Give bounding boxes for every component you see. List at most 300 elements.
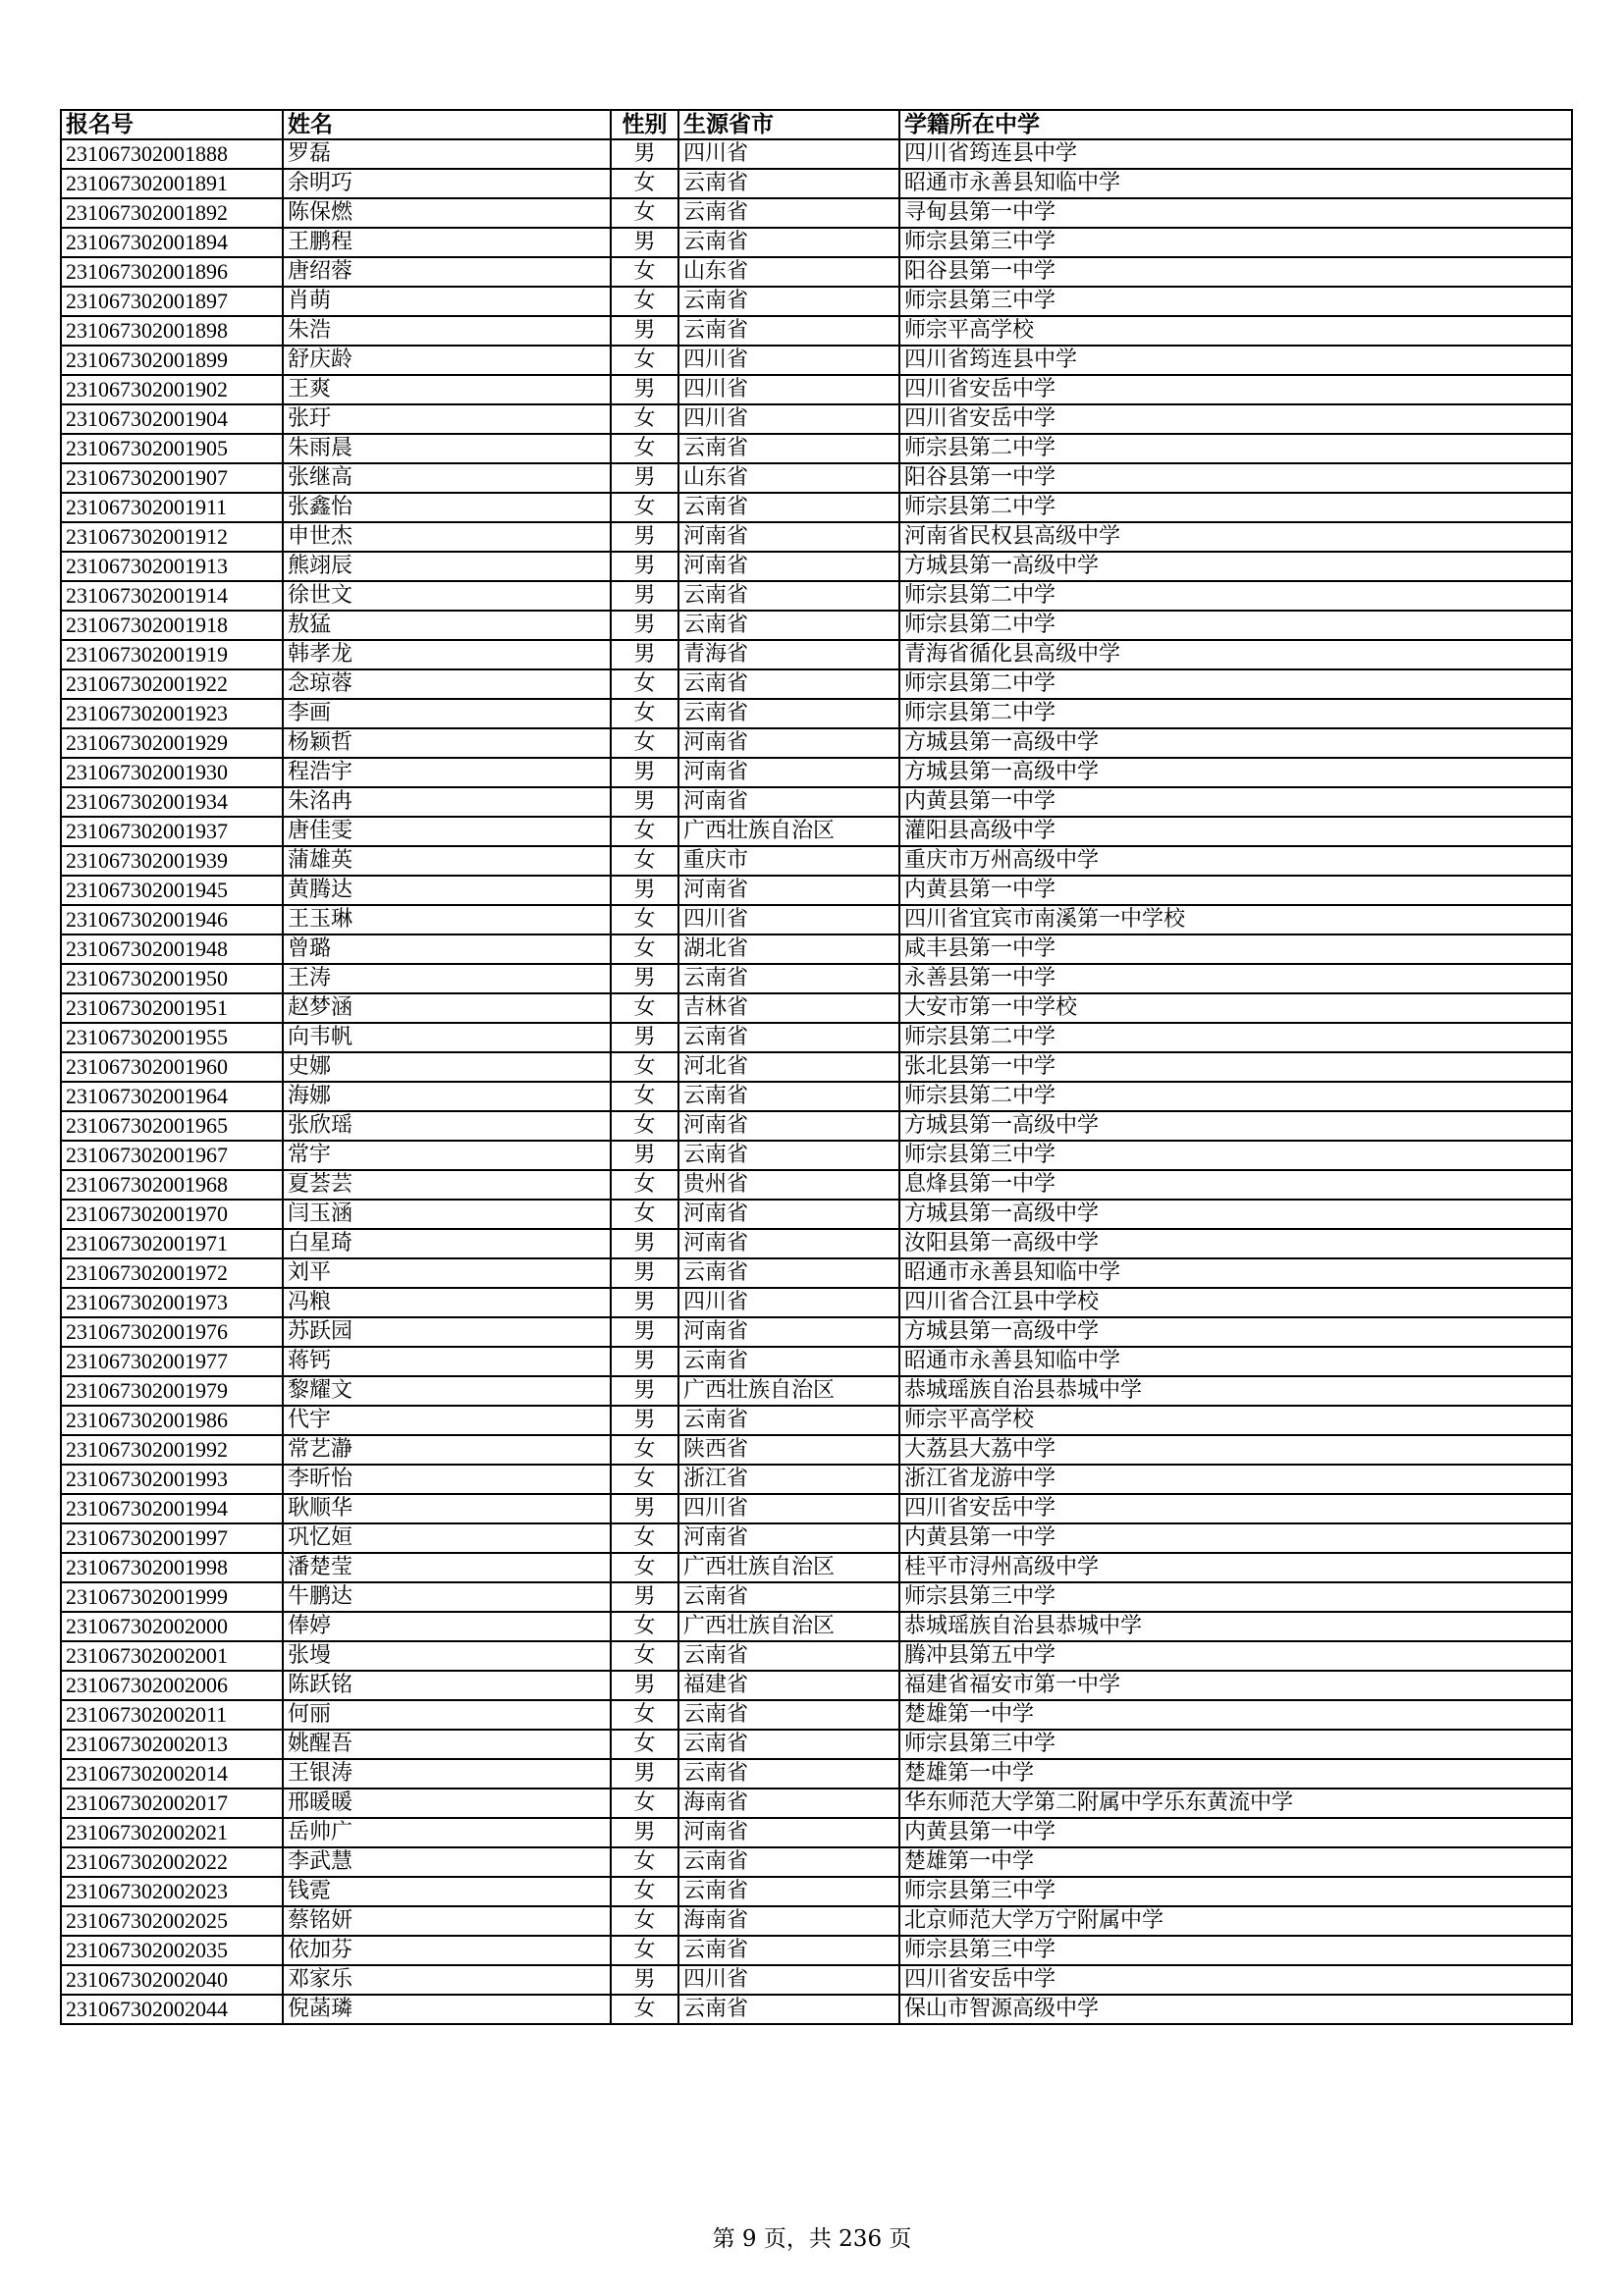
- table-row: [61, 1965, 1572, 1995]
- registration-number-cell: 231067302001918: [61, 611, 283, 640]
- table-row: [61, 728, 1572, 758]
- school-cell: 师宗县第二中学: [899, 581, 1572, 611]
- name-cell: 徐世文: [283, 581, 611, 611]
- name-cell: 王爽: [283, 375, 611, 404]
- registration-number-cell: 231067302002017: [61, 1789, 283, 1818]
- table-row: [61, 463, 1572, 493]
- gender-cell: 男: [611, 139, 678, 169]
- school-cell: 师宗县第三中学: [899, 287, 1572, 316]
- gender-cell: 男: [611, 1376, 678, 1406]
- gender-cell: 女: [611, 257, 678, 287]
- school-cell: 福建省福安市第一中学: [899, 1671, 1572, 1700]
- school-cell: 息烽县第一中学: [899, 1170, 1572, 1200]
- province-cell: 云南省: [678, 434, 899, 463]
- table-row: [61, 287, 1572, 316]
- school-cell: 师宗平高学校: [899, 316, 1572, 346]
- table-row: [61, 1406, 1572, 1435]
- registration-number-cell: 231067302001898: [61, 316, 283, 346]
- table-row: [61, 1111, 1572, 1141]
- registration-number-cell: 231067302001930: [61, 758, 283, 787]
- name-cell: 张欣瑶: [283, 1111, 611, 1141]
- name-cell: 姚醒吾: [283, 1730, 611, 1759]
- province-cell: 云南省: [678, 1347, 899, 1376]
- registration-number-cell: 231067302001945: [61, 876, 283, 905]
- table-row: [61, 1847, 1572, 1877]
- province-cell: 河南省: [678, 1818, 899, 1847]
- registration-number-cell: 231067302001892: [61, 198, 283, 228]
- gender-cell: 男: [611, 228, 678, 257]
- gender-cell: 女: [611, 1553, 678, 1582]
- school-cell: 四川省合江县中学校: [899, 1288, 1572, 1317]
- table-row: [61, 1671, 1572, 1700]
- province-cell: 广西壮族自治区: [678, 817, 899, 846]
- page-footer: 第 9 页，共 236 页: [712, 2226, 912, 2252]
- gender-cell: 女: [611, 669, 678, 699]
- gender-cell: 女: [611, 728, 678, 758]
- gender-cell: 男: [611, 640, 678, 669]
- school-cell: 大安市第一中学校: [899, 993, 1572, 1023]
- province-cell: 青海省: [678, 640, 899, 669]
- gender-cell: 女: [611, 1082, 678, 1111]
- name-cell: 程浩宇: [283, 758, 611, 787]
- school-cell: 北京师范大学万宁附属中学: [899, 1906, 1572, 1936]
- province-cell: 贵州省: [678, 1170, 899, 1200]
- table-row: [61, 1494, 1572, 1523]
- header-province: 生源省市: [678, 110, 899, 139]
- table-row: [61, 1759, 1572, 1789]
- name-cell: 苏跃园: [283, 1317, 611, 1347]
- name-cell: 曾璐: [283, 934, 611, 964]
- school-cell: 恭城瑶族自治县恭城中学: [899, 1376, 1572, 1406]
- province-cell: 四川省: [678, 1965, 899, 1995]
- registration-number-cell: 231067302001973: [61, 1288, 283, 1317]
- school-cell: 阳谷县第一中学: [899, 463, 1572, 493]
- table-row: [61, 1641, 1572, 1671]
- table-row: [61, 1553, 1572, 1582]
- name-cell: 张鑫怡: [283, 493, 611, 522]
- province-cell: 海南省: [678, 1789, 899, 1818]
- name-cell: 白星琦: [283, 1229, 611, 1258]
- registration-table: [60, 109, 1573, 2025]
- gender-cell: 女: [611, 1465, 678, 1494]
- province-cell: 云南省: [678, 1730, 899, 1759]
- school-cell: 楚雄第一中学: [899, 1700, 1572, 1730]
- name-cell: 余明巧: [283, 169, 611, 198]
- gender-cell: 男: [611, 581, 678, 611]
- name-cell: 岳帅广: [283, 1818, 611, 1847]
- registration-number-cell: 231067302001939: [61, 846, 283, 876]
- table-row: [61, 1523, 1572, 1553]
- registration-number-cell: 231067302001905: [61, 434, 283, 463]
- table-row: [61, 787, 1572, 817]
- name-cell: 张继高: [283, 463, 611, 493]
- province-cell: 云南省: [678, 669, 899, 699]
- table-row: [61, 434, 1572, 463]
- province-cell: 四川省: [678, 139, 899, 169]
- school-cell: 四川省安岳中学: [899, 375, 1572, 404]
- gender-cell: 男: [611, 316, 678, 346]
- name-cell: 张玗: [283, 404, 611, 434]
- name-cell: 蒋钙: [283, 1347, 611, 1376]
- name-cell: 俸婷: [283, 1612, 611, 1641]
- registration-number-cell: 231067302001922: [61, 669, 283, 699]
- province-cell: 湖北省: [678, 934, 899, 964]
- gender-cell: 女: [611, 1906, 678, 1936]
- gender-cell: 女: [611, 287, 678, 316]
- table-row: [61, 581, 1572, 611]
- school-cell: 方城县第一高级中学: [899, 1317, 1572, 1347]
- province-cell: 云南省: [678, 1023, 899, 1052]
- gender-cell: 男: [611, 1965, 678, 1995]
- name-cell: 倪菡璘: [283, 1995, 611, 2024]
- registration-number-cell: 231067302001904: [61, 404, 283, 434]
- school-cell: 师宗县第二中学: [899, 699, 1572, 728]
- registration-number-cell: 231067302001914: [61, 581, 283, 611]
- province-cell: 云南省: [678, 1995, 899, 2024]
- table-row: [61, 346, 1572, 375]
- gender-cell: 男: [611, 787, 678, 817]
- name-cell: 冯粮: [283, 1288, 611, 1317]
- name-cell: 王涛: [283, 964, 611, 993]
- gender-cell: 女: [611, 846, 678, 876]
- gender-cell: 男: [611, 1288, 678, 1317]
- province-cell: 云南省: [678, 1582, 899, 1612]
- school-cell: 四川省宜宾市南溪第一中学校: [899, 905, 1572, 934]
- registration-number-cell: 231067302002035: [61, 1936, 283, 1965]
- province-cell: 重庆市: [678, 846, 899, 876]
- table-row: [61, 1818, 1572, 1847]
- registration-number-cell: 231067302002000: [61, 1612, 283, 1641]
- gender-cell: 女: [611, 1612, 678, 1641]
- registration-number-cell: 231067302001896: [61, 257, 283, 287]
- registration-number-cell: 231067302001955: [61, 1023, 283, 1052]
- province-cell: 云南省: [678, 964, 899, 993]
- registration-number-cell: 231067302002040: [61, 1965, 283, 1995]
- table-row: [61, 1229, 1572, 1258]
- school-cell: 内黄县第一中学: [899, 787, 1572, 817]
- name-cell: 陈保燃: [283, 198, 611, 228]
- school-cell: 师宗县第三中学: [899, 1936, 1572, 1965]
- table-row: [61, 1288, 1572, 1317]
- name-cell: 罗磊: [283, 139, 611, 169]
- table-row: [61, 198, 1572, 228]
- name-cell: 王鹏程: [283, 228, 611, 257]
- province-cell: 云南省: [678, 1847, 899, 1877]
- school-cell: 四川省筠连县中学: [899, 139, 1572, 169]
- gender-cell: 男: [611, 552, 678, 581]
- school-cell: 青海省循化县高级中学: [899, 640, 1572, 669]
- registration-number-cell: 231067302001999: [61, 1582, 283, 1612]
- name-cell: 王玉琳: [283, 905, 611, 934]
- table-header-row: [61, 110, 1572, 139]
- school-cell: 保山市智源高级中学: [899, 1995, 1572, 2024]
- registration-number-cell: 231067302001899: [61, 346, 283, 375]
- registration-number-cell: 231067302001967: [61, 1141, 283, 1170]
- gender-cell: 女: [611, 817, 678, 846]
- registration-number-cell: 231067302002021: [61, 1818, 283, 1847]
- registration-number-cell: 231067302001965: [61, 1111, 283, 1141]
- school-cell: 恭城瑶族自治县恭城中学: [899, 1612, 1572, 1641]
- gender-cell: 女: [611, 169, 678, 198]
- registration-number-cell: 231067302001897: [61, 287, 283, 316]
- table-row: [61, 699, 1572, 728]
- name-cell: 何丽: [283, 1700, 611, 1730]
- gender-cell: 女: [611, 1523, 678, 1553]
- province-cell: 云南省: [678, 1641, 899, 1671]
- registration-number-cell: 231067302001919: [61, 640, 283, 669]
- school-cell: 师宗县第三中学: [899, 1141, 1572, 1170]
- registration-number-cell: 231067302001970: [61, 1200, 283, 1229]
- table-row: [61, 1789, 1572, 1818]
- name-cell: 钱霓: [283, 1877, 611, 1906]
- registration-number-cell: 231067302001968: [61, 1170, 283, 1200]
- name-cell: 敖猛: [283, 611, 611, 640]
- registration-number-cell: 231067302001913: [61, 552, 283, 581]
- province-cell: 广西壮族自治区: [678, 1612, 899, 1641]
- gender-cell: 女: [611, 1847, 678, 1877]
- gender-cell: 男: [611, 522, 678, 552]
- gender-cell: 女: [611, 1936, 678, 1965]
- name-cell: 陈跃铭: [283, 1671, 611, 1700]
- gender-cell: 男: [611, 1406, 678, 1435]
- province-cell: 云南省: [678, 316, 899, 346]
- registration-number-cell: 231067302002011: [61, 1700, 283, 1730]
- registration-number-cell: 231067302001888: [61, 139, 283, 169]
- table-row: [61, 1200, 1572, 1229]
- registration-number-cell: 231067302001894: [61, 228, 283, 257]
- province-cell: 河南省: [678, 1200, 899, 1229]
- name-cell: 海娜: [283, 1082, 611, 1111]
- province-cell: 四川省: [678, 404, 899, 434]
- gender-cell: 男: [611, 1023, 678, 1052]
- registration-number-cell: 231067302002001: [61, 1641, 283, 1671]
- table-row: [61, 404, 1572, 434]
- registration-number-cell: 231067302001992: [61, 1435, 283, 1465]
- table-row: [61, 876, 1572, 905]
- name-cell: 朱浩: [283, 316, 611, 346]
- gender-cell: 男: [611, 758, 678, 787]
- school-cell: 腾冲县第五中学: [899, 1641, 1572, 1671]
- province-cell: 河北省: [678, 1052, 899, 1082]
- table-row: [61, 1877, 1572, 1906]
- province-cell: 四川省: [678, 375, 899, 404]
- table-row: [61, 905, 1572, 934]
- province-cell: 河南省: [678, 522, 899, 552]
- table-row: [61, 1730, 1572, 1759]
- gender-cell: 女: [611, 404, 678, 434]
- gender-cell: 女: [611, 1789, 678, 1818]
- gender-cell: 女: [611, 434, 678, 463]
- gender-cell: 男: [611, 1258, 678, 1288]
- registration-number-cell: 231067302002025: [61, 1906, 283, 1936]
- name-cell: 巩忆姮: [283, 1523, 611, 1553]
- registration-number-cell: 231067302001971: [61, 1229, 283, 1258]
- name-cell: 唐佳雯: [283, 817, 611, 846]
- school-cell: 师宗县第三中学: [899, 1730, 1572, 1759]
- name-cell: 史娜: [283, 1052, 611, 1082]
- school-cell: 汝阳县第一高级中学: [899, 1229, 1572, 1258]
- table-row: [61, 640, 1572, 669]
- gender-cell: 女: [611, 1111, 678, 1141]
- registration-number-cell: 231067302001994: [61, 1494, 283, 1523]
- registration-number-cell: 231067302001937: [61, 817, 283, 846]
- name-cell: 刘平: [283, 1258, 611, 1288]
- school-cell: 重庆市万州高级中学: [899, 846, 1572, 876]
- table-row: [61, 817, 1572, 846]
- school-cell: 方城县第一高级中学: [899, 758, 1572, 787]
- name-cell: 张墁: [283, 1641, 611, 1671]
- name-cell: 朱雨晨: [283, 434, 611, 463]
- province-cell: 云南省: [678, 1936, 899, 1965]
- province-cell: 河南省: [678, 758, 899, 787]
- school-cell: 昭通市永善县知临中学: [899, 1258, 1572, 1288]
- gender-cell: 女: [611, 905, 678, 934]
- gender-cell: 男: [611, 463, 678, 493]
- name-cell: 黄腾达: [283, 876, 611, 905]
- registration-number-cell: 231067302002006: [61, 1671, 283, 1700]
- province-cell: 四川省: [678, 1494, 899, 1523]
- table-row: [61, 1347, 1572, 1376]
- header-name: 姓名: [283, 110, 611, 139]
- school-cell: 师宗县第三中学: [899, 1582, 1572, 1612]
- school-cell: 楚雄第一中学: [899, 1847, 1572, 1877]
- registration-number-cell: 231067302001998: [61, 1553, 283, 1582]
- province-cell: 云南省: [678, 1082, 899, 1111]
- gender-cell: 女: [611, 1877, 678, 1906]
- table-row: [61, 169, 1572, 198]
- name-cell: 李武慧: [283, 1847, 611, 1877]
- name-cell: 念琼蓉: [283, 669, 611, 699]
- gender-cell: 男: [611, 611, 678, 640]
- school-cell: 四川省安岳中学: [899, 404, 1572, 434]
- registration-number-cell: 231067302001979: [61, 1376, 283, 1406]
- gender-cell: 男: [611, 1494, 678, 1523]
- province-cell: 河南省: [678, 787, 899, 817]
- name-cell: 熊翊辰: [283, 552, 611, 581]
- table-row: [61, 316, 1572, 346]
- gender-cell: 女: [611, 1052, 678, 1082]
- registration-number-cell: 231067302001891: [61, 169, 283, 198]
- province-cell: 云南省: [678, 1759, 899, 1789]
- school-cell: 咸丰县第一中学: [899, 934, 1572, 964]
- table-row: [61, 257, 1572, 287]
- province-cell: 四川省: [678, 905, 899, 934]
- table-row: [61, 1082, 1572, 1111]
- school-cell: 寻甸县第一中学: [899, 198, 1572, 228]
- name-cell: 黎耀文: [283, 1376, 611, 1406]
- table-row: [61, 1317, 1572, 1347]
- registration-number-cell: 231067302002022: [61, 1847, 283, 1877]
- name-cell: 杨颖哲: [283, 728, 611, 758]
- table-row: [61, 1376, 1572, 1406]
- table-row: [61, 493, 1572, 522]
- name-cell: 常宇: [283, 1141, 611, 1170]
- name-cell: 牛鹏达: [283, 1582, 611, 1612]
- table-row: [61, 522, 1572, 552]
- gender-cell: 女: [611, 1730, 678, 1759]
- province-cell: 云南省: [678, 198, 899, 228]
- school-cell: 方城县第一高级中学: [899, 728, 1572, 758]
- registration-number-cell: 231067302001986: [61, 1406, 283, 1435]
- school-cell: 昭通市永善县知临中学: [899, 1347, 1572, 1376]
- name-cell: 王银涛: [283, 1759, 611, 1789]
- school-cell: 方城县第一高级中学: [899, 1111, 1572, 1141]
- table-row: [61, 1258, 1572, 1288]
- registration-number-cell: 231067302001902: [61, 375, 283, 404]
- table-row: [61, 1141, 1572, 1170]
- province-cell: 山东省: [678, 257, 899, 287]
- name-cell: 邢暖暖: [283, 1789, 611, 1818]
- province-cell: 云南省: [678, 1141, 899, 1170]
- gender-cell: 女: [611, 1700, 678, 1730]
- gender-cell: 男: [611, 1582, 678, 1612]
- school-cell: 大荔县大荔中学: [899, 1435, 1572, 1465]
- name-cell: 蒲雄英: [283, 846, 611, 876]
- gender-cell: 女: [611, 993, 678, 1023]
- table-row: [61, 139, 1572, 169]
- province-cell: 福建省: [678, 1671, 899, 1700]
- school-cell: 内黄县第一中学: [899, 1818, 1572, 1847]
- school-cell: 阳谷县第一中学: [899, 257, 1572, 287]
- table-row: [61, 1700, 1572, 1730]
- registration-number-cell: 231067302002014: [61, 1759, 283, 1789]
- gender-cell: 女: [611, 493, 678, 522]
- school-cell: 师宗县第二中学: [899, 434, 1572, 463]
- school-cell: 楚雄第一中学: [899, 1759, 1572, 1789]
- province-cell: 广西壮族自治区: [678, 1376, 899, 1406]
- province-cell: 云南省: [678, 1406, 899, 1435]
- school-cell: 师宗县第二中学: [899, 611, 1572, 640]
- province-cell: 河南省: [678, 728, 899, 758]
- province-cell: 云南省: [678, 493, 899, 522]
- header-registration-number: 报名号: [61, 110, 283, 139]
- name-cell: 李画: [283, 699, 611, 728]
- school-cell: 四川省安岳中学: [899, 1494, 1572, 1523]
- table-row: [61, 375, 1572, 404]
- school-cell: 师宗县第二中学: [899, 1023, 1572, 1052]
- table-row: [61, 228, 1572, 257]
- name-cell: 朱洺冉: [283, 787, 611, 817]
- registration-number-cell: 231067302001964: [61, 1082, 283, 1111]
- registration-number-cell: 231067302001911: [61, 493, 283, 522]
- province-cell: 河南省: [678, 1523, 899, 1553]
- header-school: 学籍所在中学: [899, 110, 1572, 139]
- table-row: [61, 1995, 1572, 2024]
- province-cell: 云南省: [678, 1877, 899, 1906]
- school-cell: 华东师范大学第二附属中学乐东黄流中学: [899, 1789, 1572, 1818]
- province-cell: 浙江省: [678, 1465, 899, 1494]
- school-cell: 方城县第一高级中学: [899, 552, 1572, 581]
- name-cell: 韩孝龙: [283, 640, 611, 669]
- school-cell: 师宗县第二中学: [899, 669, 1572, 699]
- registration-number-cell: 231067302002023: [61, 1877, 283, 1906]
- province-cell: 云南省: [678, 1700, 899, 1730]
- table-row: [61, 1023, 1572, 1052]
- gender-cell: 男: [611, 1141, 678, 1170]
- name-cell: 依加芬: [283, 1936, 611, 1965]
- name-cell: 唐绍蓉: [283, 257, 611, 287]
- name-cell: 闫玉涵: [283, 1200, 611, 1229]
- province-cell: 陕西省: [678, 1435, 899, 1465]
- table-row: [61, 1612, 1572, 1641]
- name-cell: 李昕怡: [283, 1465, 611, 1494]
- province-cell: 云南省: [678, 611, 899, 640]
- school-cell: 灌阳县高级中学: [899, 817, 1572, 846]
- gender-cell: 女: [611, 1995, 678, 2024]
- gender-cell: 女: [611, 699, 678, 728]
- gender-cell: 男: [611, 1759, 678, 1789]
- table-row: [61, 846, 1572, 876]
